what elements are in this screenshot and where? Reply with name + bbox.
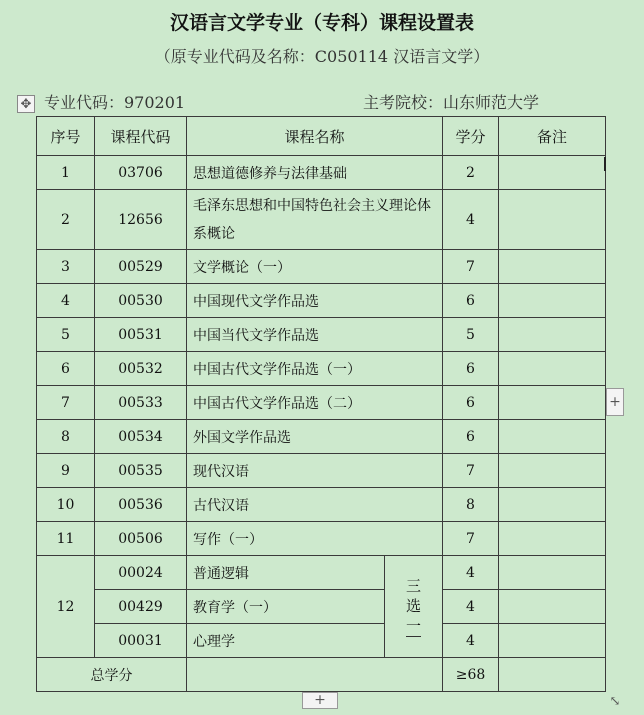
cell-credit[interactable]: 7 — [443, 250, 499, 284]
table-row — [37, 386, 606, 420]
cell-credit[interactable]: 6 — [443, 420, 499, 454]
cell-code[interactable]: 00429 — [95, 590, 187, 624]
resize-icon[interactable]: ⤡ — [609, 694, 621, 709]
choose-one-label[interactable] — [385, 556, 443, 658]
cell-note[interactable] — [499, 556, 606, 590]
table-row — [37, 488, 606, 522]
cell-code[interactable]: 00031 — [95, 624, 187, 658]
cell-note[interactable] — [499, 522, 606, 556]
cell-name[interactable]: 心理学 — [187, 624, 385, 658]
cell-credit[interactable]: 7 — [443, 522, 499, 556]
cell-code[interactable]: 00536 — [95, 488, 187, 522]
elective-row — [37, 590, 606, 624]
cell-name[interactable]: 现代汉语 — [187, 454, 443, 488]
cell-no[interactable]: 2 — [37, 190, 95, 250]
table-header-row — [37, 117, 606, 156]
table-row — [37, 420, 606, 454]
cell-no[interactable]: 7 — [37, 386, 95, 420]
cell-note[interactable] — [499, 590, 606, 624]
cell-note[interactable] — [499, 284, 606, 318]
cell-name[interactable]: 思想道德修养与法律基础 — [187, 156, 443, 190]
table-row — [37, 352, 606, 386]
cell-code[interactable]: 00529 — [95, 250, 187, 284]
move-icon[interactable]: ✥ — [17, 95, 35, 113]
cell-no[interactable]: 11 — [37, 522, 95, 556]
elective-row — [37, 556, 606, 590]
page-subtitle: （原专业代码及名称：C050114 汉语言文学） — [154, 47, 490, 66]
cell-no[interactable]: 10 — [37, 488, 95, 522]
cell-credit[interactable]: 4 — [443, 624, 499, 658]
cell-code[interactable]: 00533 — [95, 386, 187, 420]
cell-no[interactable]: 8 — [37, 420, 95, 454]
cell-credit[interactable]: 4 — [443, 190, 499, 250]
cell-credit[interactable]: 8 — [443, 488, 499, 522]
cell-note[interactable] — [499, 352, 606, 386]
cell-name[interactable]: 文学概论（一） — [187, 250, 443, 284]
cell-code[interactable]: 12656 — [95, 190, 187, 250]
cell-code[interactable]: 00535 — [95, 454, 187, 488]
table-row — [37, 284, 606, 318]
major-code: 专业代码：970201 — [44, 93, 186, 112]
total-label[interactable]: 总学分 — [37, 658, 187, 692]
header-credit[interactable]: 学分 — [443, 117, 499, 156]
table-row — [37, 156, 606, 190]
cell-code[interactable]: 03706 — [95, 156, 187, 190]
cell-name[interactable]: 中国现代文学作品选 — [187, 284, 443, 318]
table-row — [37, 318, 606, 352]
cell-code[interactable]: 00024 — [95, 556, 187, 590]
header-code[interactable]: 课程代码 — [95, 117, 187, 156]
cell-no[interactable]: 12 — [37, 556, 95, 658]
cell-code[interactable]: 00531 — [95, 318, 187, 352]
choose-one-text: 三 选 一 — [405, 577, 421, 635]
cell-code[interactable]: 00534 — [95, 420, 187, 454]
cell-credit[interactable]: 4 — [443, 556, 499, 590]
header-name[interactable]: 课程名称 — [187, 117, 443, 156]
page-title: 汉语言文学专业（专科）课程设置表 — [169, 12, 474, 34]
header-note[interactable]: 备注 — [499, 117, 606, 156]
cell-name[interactable]: 古代汉语 — [187, 488, 443, 522]
table-row — [37, 522, 606, 556]
cell-note[interactable] — [499, 454, 606, 488]
cell-name[interactable]: 中国古代文学作品选（二） — [187, 386, 443, 420]
table-row — [37, 454, 606, 488]
cell-credit[interactable]: 6 — [443, 352, 499, 386]
cell-note[interactable] — [499, 318, 606, 352]
total-note[interactable] — [499, 658, 606, 692]
cell-no[interactable]: 1 — [37, 156, 95, 190]
cell-name[interactable]: 中国当代文学作品选 — [187, 318, 443, 352]
course-table — [36, 116, 606, 692]
cell-no[interactable]: 3 — [37, 250, 95, 284]
cell-note[interactable] — [499, 488, 606, 522]
cell-code[interactable]: 00506 — [95, 522, 187, 556]
cell-credit[interactable]: 7 — [443, 454, 499, 488]
cell-name[interactable]: 中国古代文学作品选（一） — [187, 352, 443, 386]
header-no[interactable]: 序号 — [37, 117, 95, 156]
total-row — [37, 658, 606, 692]
cell-name[interactable]: 外国文学作品选 — [187, 420, 443, 454]
cell-name[interactable]: 教育学（一） — [187, 590, 385, 624]
cell-credit[interactable]: 6 — [443, 284, 499, 318]
cell-credit[interactable]: 6 — [443, 386, 499, 420]
cell-note[interactable] — [499, 190, 606, 250]
table-row — [37, 250, 606, 284]
cell-credit[interactable]: 4 — [443, 590, 499, 624]
total-empty-cell[interactable] — [187, 658, 443, 692]
cell-no[interactable]: 4 — [37, 284, 95, 318]
cell-no[interactable]: 9 — [37, 454, 95, 488]
cell-no[interactable]: 6 — [37, 352, 95, 386]
cell-note[interactable] — [499, 386, 606, 420]
cell-code[interactable]: 00532 — [95, 352, 187, 386]
cell-note[interactable] — [499, 156, 606, 190]
cell-credit[interactable]: 2 — [443, 156, 499, 190]
cell-note[interactable] — [499, 420, 606, 454]
elective-row — [37, 624, 606, 658]
cell-name[interactable]: 写作（一） — [187, 522, 443, 556]
cell-note[interactable] — [499, 250, 606, 284]
cell-credit[interactable]: 5 — [443, 318, 499, 352]
total-credit[interactable]: ≥68 — [443, 658, 499, 692]
plus-icon[interactable]: + — [302, 692, 338, 709]
cell-name[interactable]: 毛泽东思想和中国特色社会主义理论体系概论 — [187, 190, 443, 250]
cell-code[interactable]: 00530 — [95, 284, 187, 318]
cell-note[interactable] — [499, 624, 606, 658]
cell-no[interactable]: 5 — [37, 318, 95, 352]
cell-name[interactable]: 普通逻辑 — [187, 556, 385, 590]
table-row — [37, 190, 606, 250]
exam-school: 主考院校：山东师范大学 — [363, 93, 540, 112]
plus-icon[interactable]: + — [606, 388, 624, 416]
text-cursor — [604, 157, 606, 171]
